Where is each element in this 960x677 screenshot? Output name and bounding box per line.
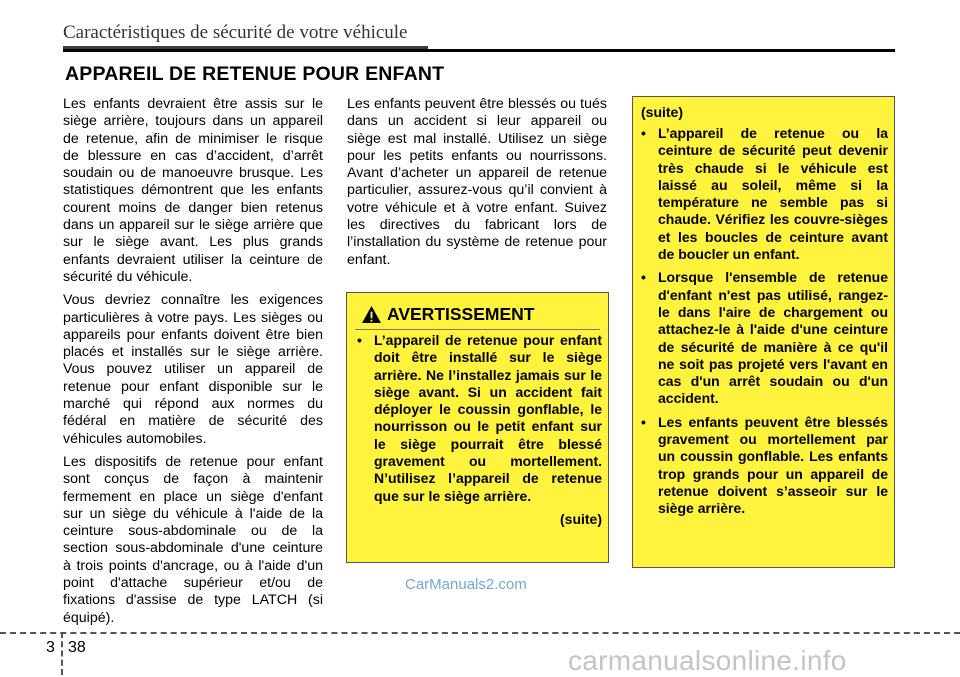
site-watermark: carmanualsonline.info xyxy=(568,645,847,676)
warning-item-text: Les enfants peuvent être blessés gravement ou mortellement par un coussin gonflable. Les enfants trop grands pour un appareil de retenue doivent s’asseoir sur le siège arrière. xyxy=(658,413,888,517)
warning-item xyxy=(641,414,888,518)
warning-item-text: L’appareil de retenue ou la ceinture de sécurité peut devenir très chaude si le véhicule est laissé au soleil, même si la température ne semble pas si chaude. Vérifiez les couvre-sièges et les boucles de ceinture avant de boucler un enfant. xyxy=(658,125,888,263)
warning-continued-list xyxy=(641,125,888,524)
warning-item xyxy=(641,269,888,407)
continued-label: (suite) xyxy=(560,510,602,527)
warning-triangle-icon xyxy=(361,305,382,324)
paragraph: Les enfants peuvent être blessés ou tués dans un accident si leur appareil ou siège est mal installé. Utilisez un siège pour les petits enfants ou nourrissons. Avant d’acheter un appareil de retenue particulier, assurez-vous qu’il convient à votre véhicule et à votre enfant. Suivez les directives du fabricant lors de l’installation du système de retenue pour enfant. xyxy=(347,96,607,268)
warning-title: AVERTISSEMENT xyxy=(387,303,535,324)
chapter-number: 3 xyxy=(46,639,55,656)
warning-list xyxy=(357,332,602,528)
bullet-glyph: • xyxy=(357,332,362,348)
bullet-glyph: • xyxy=(641,269,646,286)
warning-item xyxy=(357,332,602,505)
warning-item-text: Lorsque l'ensemble de retenue d'enfant n'est pas utilisé, rangez-le dans l'aire de chargement ou attachez-le à l'aide d'une ceinture de sécurité de manière à ce qu'il ne soit pas projeté vers l'avant en cas d'un arrêt soudain ou d'un accident. xyxy=(658,269,888,407)
body-column-1 xyxy=(63,96,323,633)
header-rule xyxy=(63,49,895,52)
watermark-link[interactable]: CarManuals2.com xyxy=(405,576,527,593)
paragraph: Les dispositifs de retenue pour enfant sont conçus de façon à maintenir fermement en place un siège d'enfant sur un siège du véhicule à l'aide de la ceinture sous-abdominale ou de la section sous-abdominale d'une ceinture à trois points d'ancrage, ou à l'aide d'un point d'attache supérieur et/ou de fixations d'assise de type LATCH (si équipé). xyxy=(63,453,323,626)
page-number: 38 xyxy=(68,639,86,656)
chapter-title: Caractéristiques de sécurité de votre véhicule xyxy=(63,22,408,43)
warning-divider xyxy=(355,329,600,330)
body-column-2 xyxy=(347,96,607,275)
footer-rule xyxy=(0,632,960,634)
warning-item xyxy=(641,125,888,263)
warning-header xyxy=(361,303,534,325)
continued-label: (suite) xyxy=(641,104,683,120)
paragraph: Les enfants devraient être assis sur le siège arrière, toujours dans un appareil de retenue, afin de minimiser le risque de blessure en cas d’accident, d’arrêt soudain ou de manoeuvre brusque. Les statistiques démontrent que les enfants courent moins de danger bien retenus dans un appareil sur le siège arrière que sur le siège avant. Les plus grands enfants devraient utiliser la ceinture de sécurité du véhicule. xyxy=(63,96,323,285)
bullet-glyph: • xyxy=(641,125,646,141)
paragraph: Vous devriez connaître les exigences particulières à votre pays. Les sièges ou appareils pour enfants doivent être bien placés et installés sur le siège arrière. Vous pouvez utiliser un appareil de retenue pour enfant disponible sur le marché qui répond aux normes du fédéral en matière de sécurité des véhicules automobiles. xyxy=(63,292,323,447)
warning-continued-box xyxy=(632,96,895,568)
bullet-glyph: • xyxy=(641,413,646,430)
footer-divider xyxy=(61,632,63,675)
warning-box xyxy=(346,292,609,563)
section-title: APPAREIL DE RETENUE POUR ENFANT xyxy=(65,63,445,85)
warning-item-text: L’appareil de retenue pour enfant doit être installé sur le siège arrière. Ne l’installez jamais sur le siège avant. Si un accident fait déployer le coussin gonflable, le nourrisson ou le petit enfant sur le siège pourrait être blessé gravement ou mortellement. N’utilisez l’appareil de retenue que sur le siège arrière. xyxy=(374,332,602,504)
